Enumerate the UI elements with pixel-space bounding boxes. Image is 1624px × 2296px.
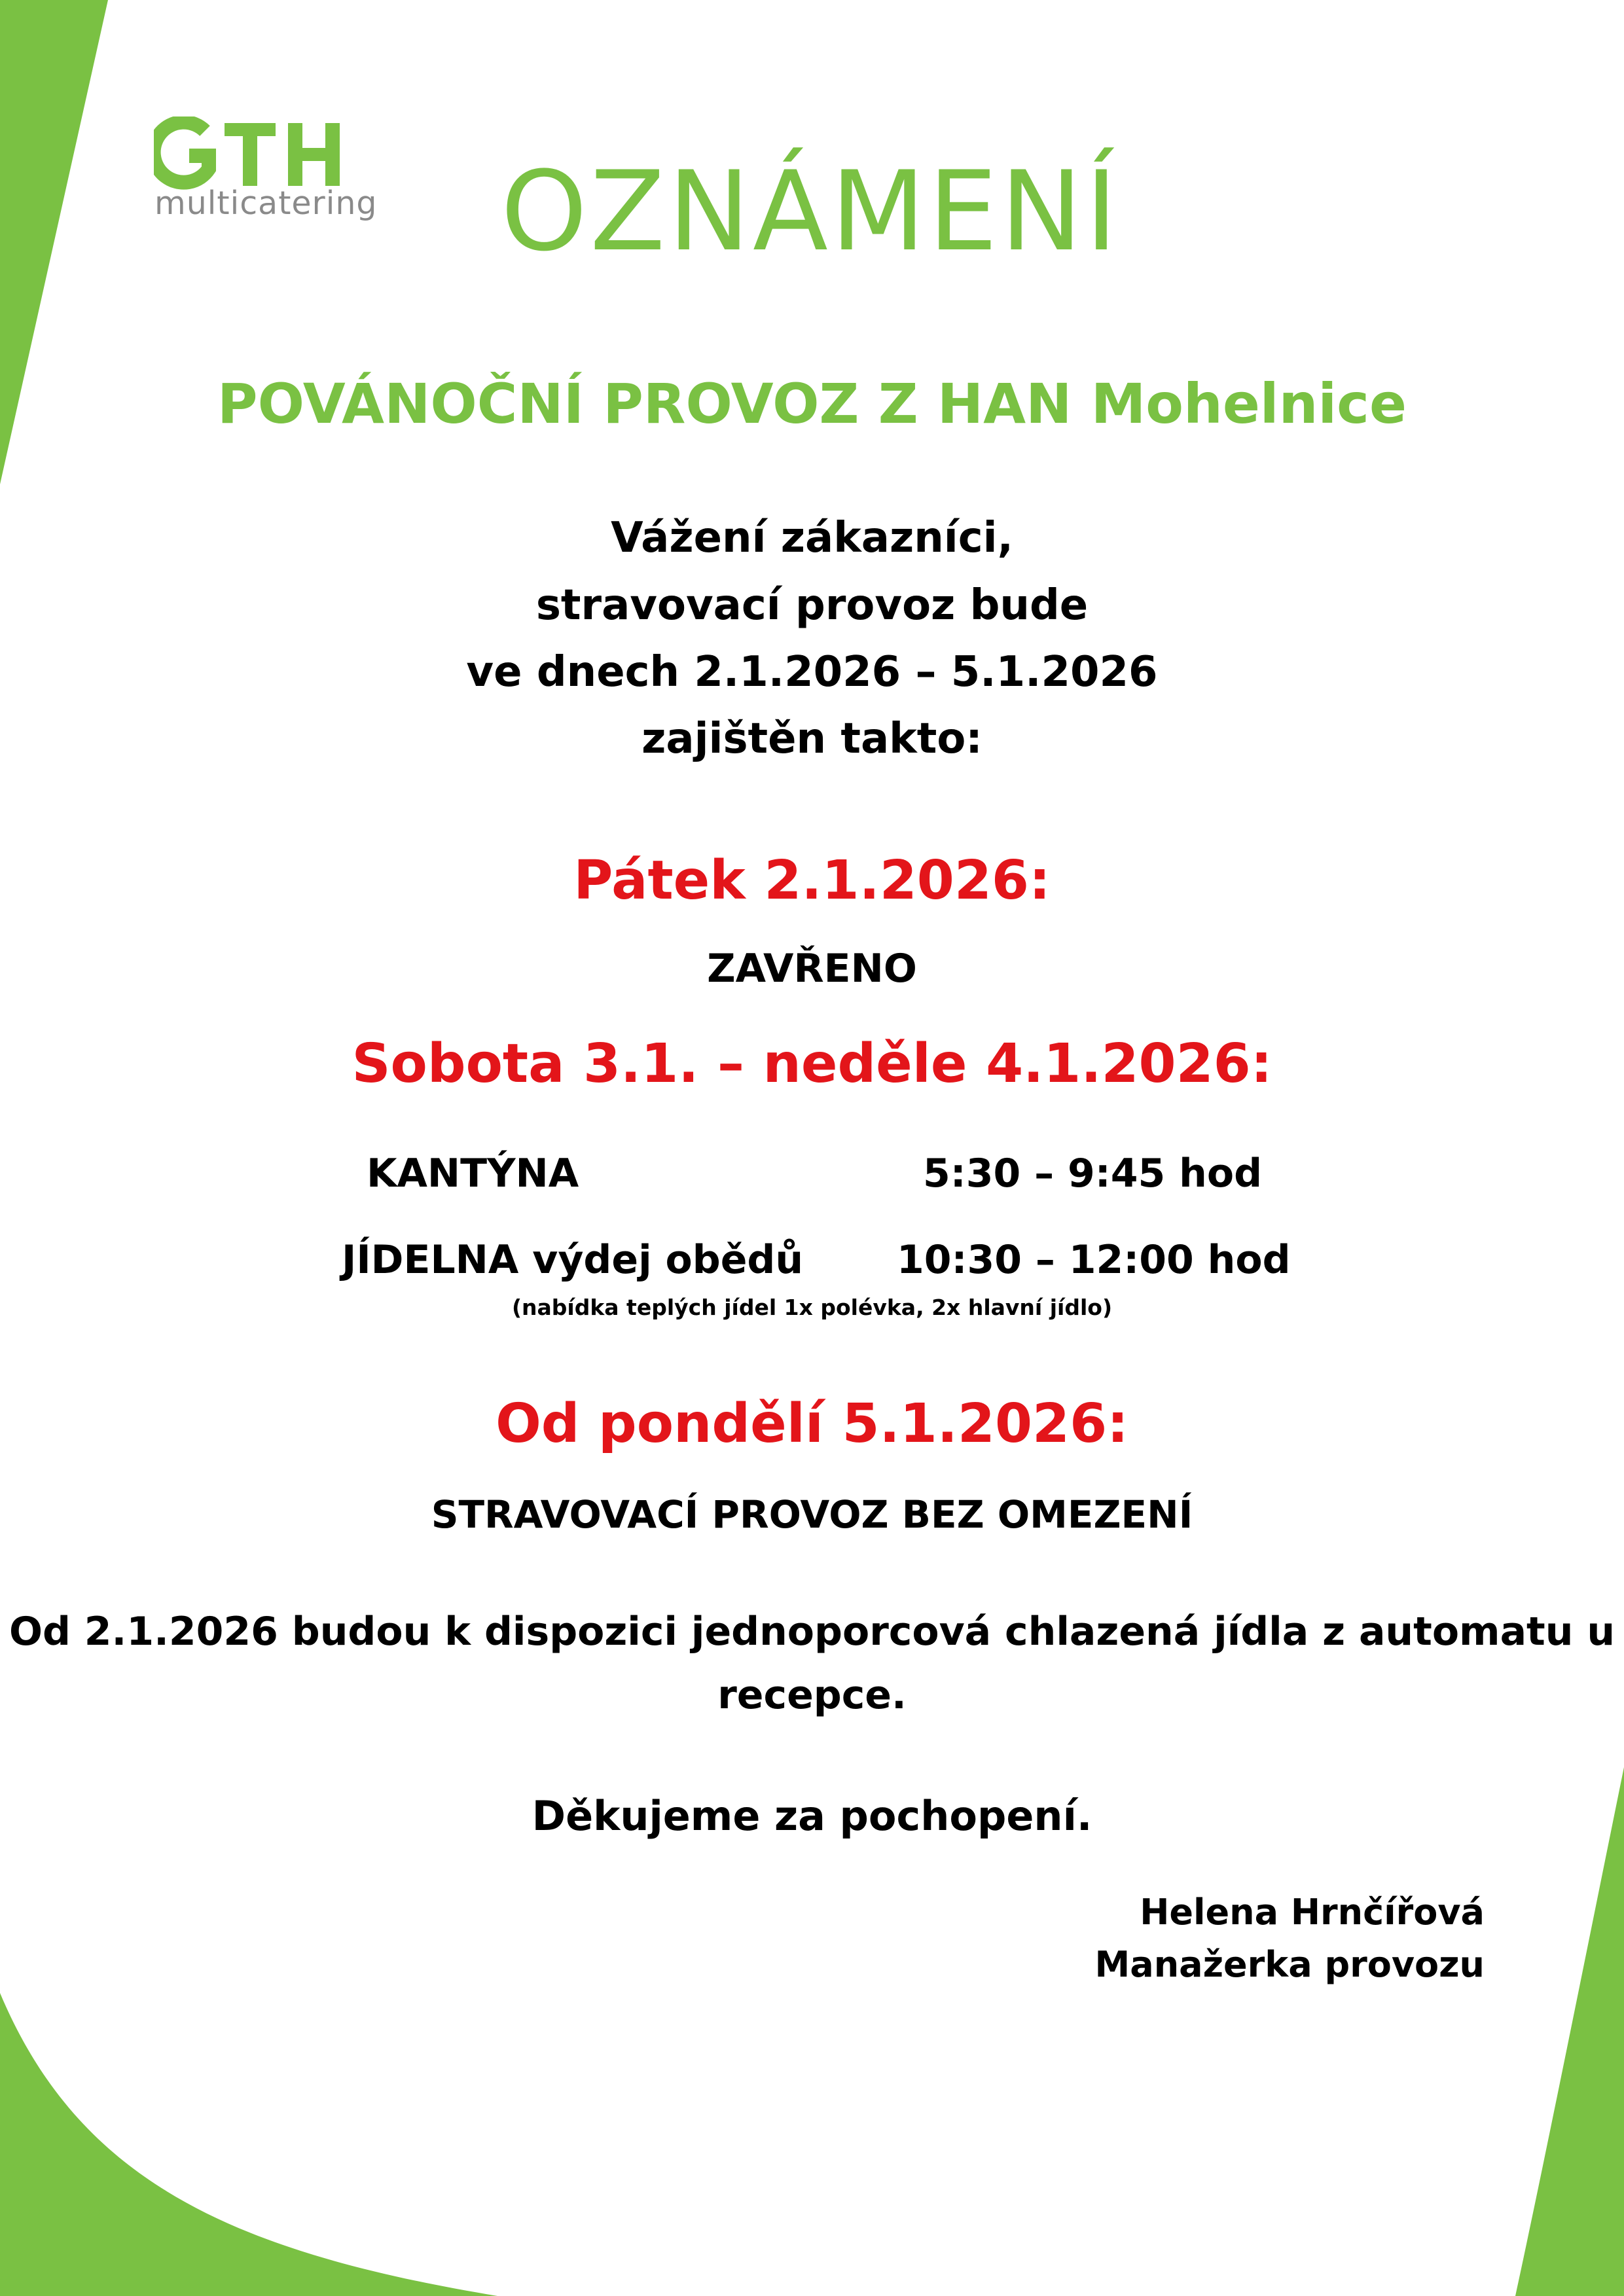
greeting-line-1: Vážení zákazníci, [611, 514, 1013, 562]
schedule-row-hours: 10:30 – 12:00 hod [897, 1237, 1291, 1283]
weekend-note: (nabídka teplých jídel 1x polévka, 2x hlavní jídlo) [511, 1295, 1113, 1320]
monday-heading: Od pondělí 5.1.2026: [496, 1393, 1128, 1455]
bottom-right-green-wedge [1515, 1767, 1624, 2296]
schedule-row-label: JÍDELNA výdej obědů [342, 1237, 804, 1283]
friday-heading: Pátek 2.1.2026: [573, 850, 1051, 912]
page-title: OZNÁMENÍ [501, 147, 1121, 276]
weekend-heading: Sobota 3.1. – neděle 4.1.2026: [352, 1033, 1272, 1095]
info-line-1: Od 2.1.2026 budou k dispozici jednoporcová chlazená jídla z automatu u [9, 1609, 1615, 1655]
greeting-line-3: ve dnech 2.1.2026 – 5.1.2026 [466, 648, 1158, 696]
signature-name: Helena Hrnčířová [1140, 1892, 1485, 1933]
info-line-2: recepce. [717, 1672, 907, 1718]
schedule-row-label: KANTÝNA [367, 1151, 579, 1196]
greeting-line-2: stravovací provoz bude [535, 581, 1089, 630]
bottom-left-green-swoosh [0, 1993, 497, 2296]
logo-tagline: multicatering [154, 185, 378, 222]
signature-role: Manažerka provozu [1094, 1944, 1485, 1985]
monday-status: STRAVOVACÍ PROVOZ BEZ OMEZENÍ [431, 1492, 1193, 1537]
friday-status: ZAVŘENO [707, 946, 917, 992]
page-subtitle: POVÁNOČNÍ PROVOZ Z HAN Mohelnice [217, 372, 1407, 436]
schedule-row-hours: 5:30 – 9:45 hod [923, 1151, 1263, 1196]
greeting-line-4: zajištěn takto: [641, 715, 983, 763]
thanks-text: Děkujeme za pochopení. [532, 1792, 1092, 1840]
